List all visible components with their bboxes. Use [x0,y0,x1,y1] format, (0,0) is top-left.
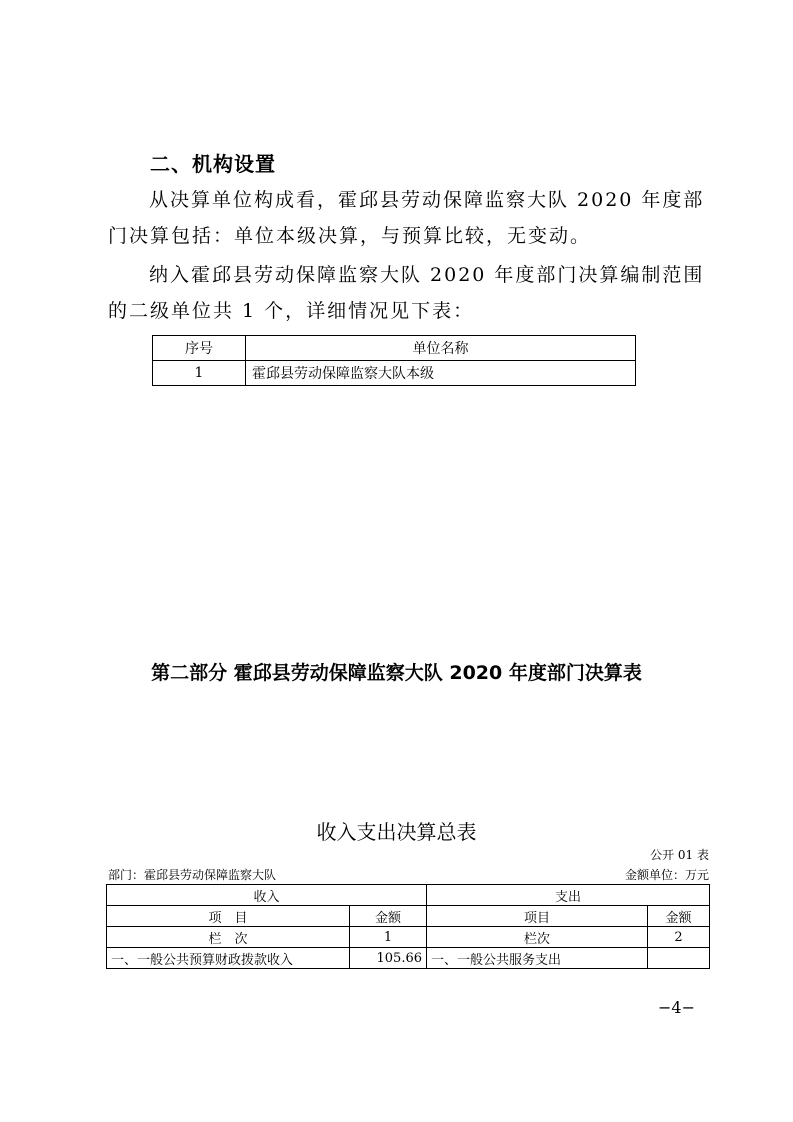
row-num-right: 2 [648,927,710,948]
unit-table [152,335,636,386]
header-serial: 序号 [153,336,246,361]
fin-group-header-row [107,885,710,906]
fin-column-header-row [107,906,710,927]
unit-table-header-row [153,336,636,361]
col-amount-right: 金额 [648,906,710,927]
col-amount-left: 金额 [350,906,427,927]
expense-item: 一、一般公共服务支出 [427,948,648,969]
fin-column-index-row [107,927,710,948]
expense-amount [648,948,710,969]
paragraph-scope: 纳入霍邱县劳动保障监察大队 2020 年度部门决算编制范围的二级单位共 1 个，详细情况见下表： [108,264,705,322]
table-number: 公开 01 表 [650,848,709,862]
income-header: 收入 [107,885,427,906]
income-expense-table [106,884,710,969]
income-amount: 105.66 [350,948,427,969]
row-label-right: 栏次 [427,927,648,948]
income-item: 一、一般公共预算财政拨款收入 [107,948,350,969]
cell-serial: 1 [153,361,246,386]
page-number: −4− [658,998,695,1017]
col-item-left: 项 目 [107,906,350,927]
paragraph-composition: 从决算单位构成看，霍邱县劳动保障监察大队 2020 年度部门决算包括：单位本级决算，与预算比较，无变动。 [108,189,705,247]
table-row [153,361,636,386]
amount-unit-label: 金额单位：万元 [624,868,709,882]
section-heading: 二、机构设置 [150,152,276,176]
department-label: 部门：霍邱县劳动保障监察大队 [108,868,277,882]
cell-unit-name: 霍邱县劳动保障监察大队本级 [246,361,636,386]
header-unit-name: 单位名称 [246,336,636,361]
table-title: 收入支出决算总表 [316,820,477,844]
col-item-right: 项目 [427,906,648,927]
row-num-left: 1 [350,927,427,948]
row-label-left: 栏 次 [107,927,350,948]
expense-header: 支出 [427,885,710,906]
table-row [107,948,710,969]
part-title: 第二部分 霍邱县劳动保障监察大队 2020 年度部门决算表 [151,662,642,684]
